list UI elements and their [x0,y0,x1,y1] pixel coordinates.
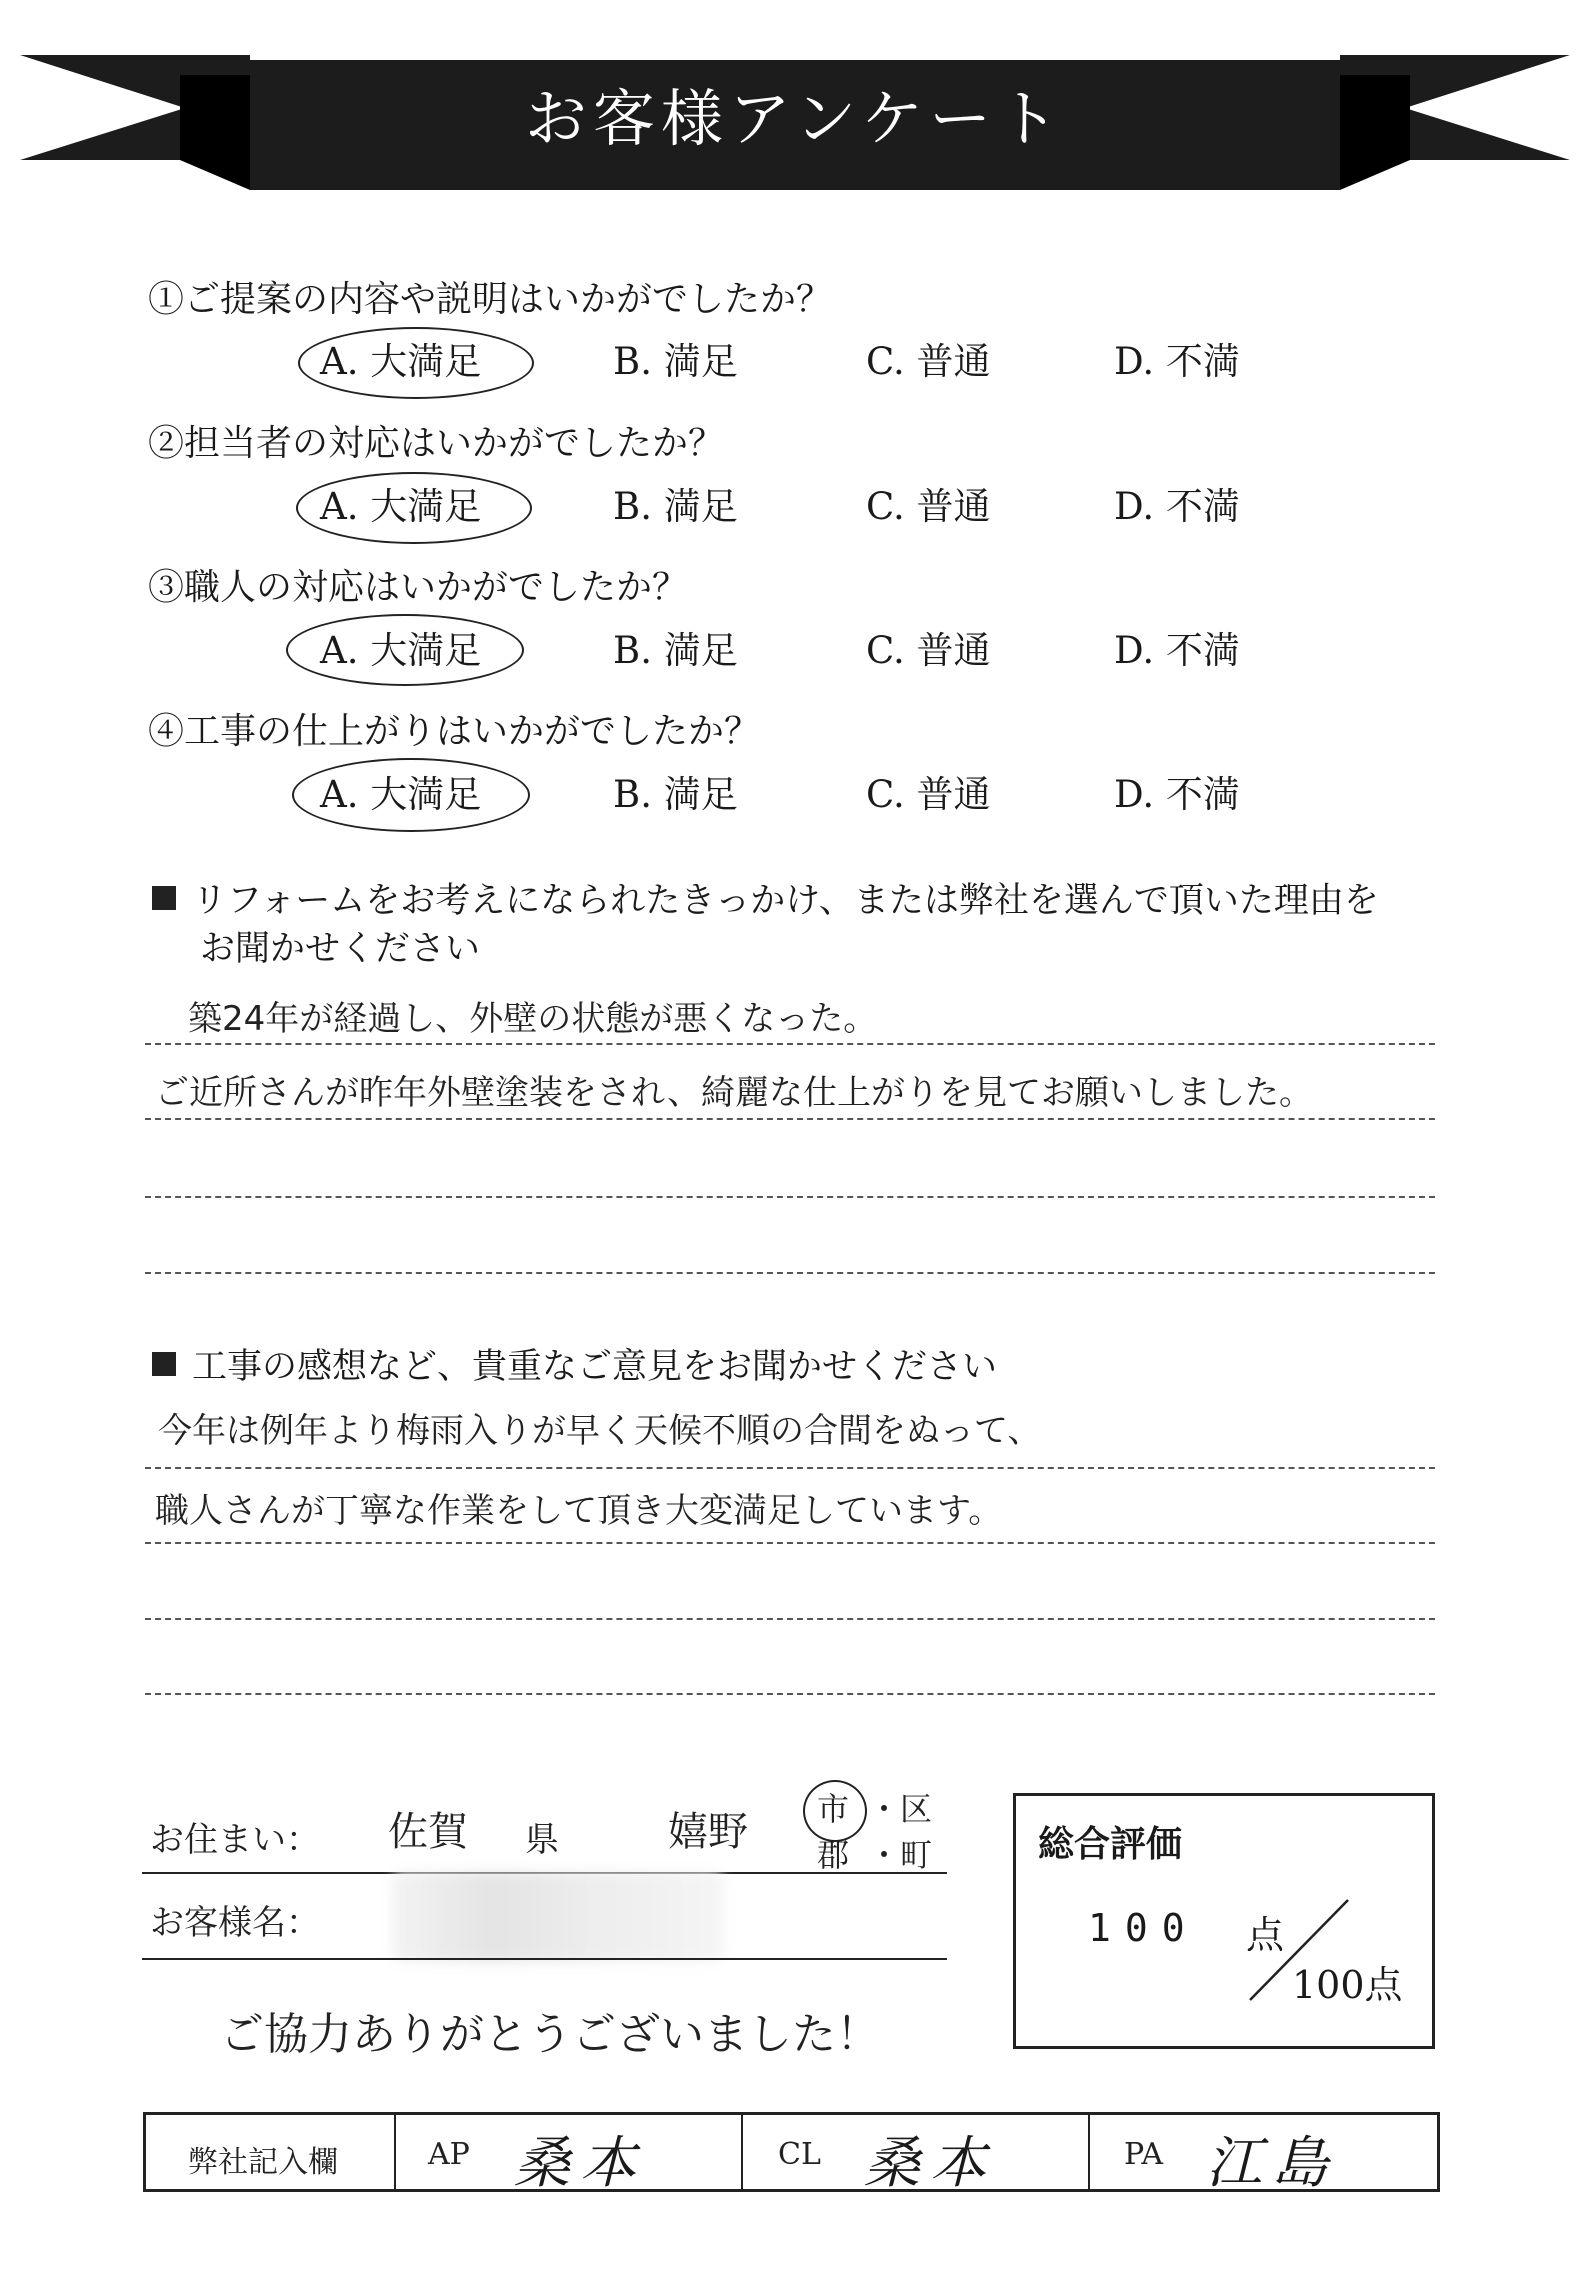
question-3: ③職人の対応はいかがでしたか？ [148,567,689,608]
rating-max: 100点 [1292,1963,1403,2007]
q4-option-d[interactable]: D. 不満 [1114,773,1240,816]
overall-rating-box [1013,1793,1435,2049]
q3-option-c[interactable]: C. 普通 [866,629,991,672]
answer-line [145,1272,1435,1274]
answer-line [145,1118,1435,1120]
address-label: お住まい： [150,1820,320,1860]
opinion-heading: 工事の感想など、貴重なご意見をお聞かせください [152,1344,997,1391]
answer-line [145,1043,1435,1045]
reason-heading-line2: お聞かせください [200,929,481,969]
thanks-message: ご協力ありがとうございました！ [220,2009,880,2060]
rating-score: 100 [1088,1906,1199,1950]
answer-line [145,1693,1435,1695]
q2-option-b[interactable]: B. 満足 [613,485,738,528]
prefecture-suffix: 県 [525,1820,559,1860]
suffix-gun: 郡 [817,1836,850,1874]
customer-name-label: お客様名： [150,1903,320,1943]
table-divider [741,2115,743,2189]
reason-heading: リフォームをお考えになられたきっかけ、または弊社を選んで頂いた理由を [152,878,1379,925]
cl-signature: 桑本 [864,2131,996,2196]
q2-option-a[interactable]: A. 大満足 [320,485,482,528]
reason-answer-line-1: 築24年が経過し、外壁の状態が悪くなった。 [188,999,878,1039]
office-label: 弊社記入欄 [188,2145,338,2180]
city-value: 嬉野 [668,1809,748,1855]
reason-answer-line-2: ご近所さんが昨年外壁塗装をされ、綺麗な仕上がりを見てお願いしました。 [155,1073,1314,1113]
q3-option-d[interactable]: D. 不満 [1114,629,1240,672]
opinion-answer-line-1: 今年は例年より梅雨入りが早く天候不順の合間をぬって、 [158,1411,1042,1451]
question-4: ④工事の仕上がりはいかがでしたか？ [148,711,761,752]
q4-option-a[interactable]: A. 大満足 [320,773,482,816]
suffix-ku: ・区 [868,1790,933,1828]
ap-label: AP [428,2137,470,2172]
opinion-answer-line-2: 職人さんが丁寧な作業をして頂き大変満足しています。 [155,1491,1003,1531]
name-underline [142,1958,947,1960]
answer-line [145,1542,1435,1544]
q1-option-c[interactable]: C. 普通 [866,340,991,383]
table-divider [1088,2115,1090,2189]
blurred-name [392,1872,724,1962]
rating-label: 総合評価 [1038,1824,1183,1865]
answer-line [145,1467,1435,1469]
q4-option-b[interactable]: B. 満足 [613,773,738,816]
pa-label: PA [1124,2137,1164,2172]
q4-option-c[interactable]: C. 普通 [866,773,991,816]
table-divider [394,2115,396,2189]
answer-line [145,1196,1435,1198]
q1-option-d[interactable]: D. 不満 [1114,340,1240,383]
page-title: お客様アンケート [524,82,1066,155]
cl-label: CL [778,2137,821,2172]
q1-option-a[interactable]: A. 大満足 [320,340,482,383]
question-2: ②担当者の対応はいかがでしたか？ [148,423,725,464]
answer-line [145,1618,1435,1620]
q2-option-c[interactable]: C. 普通 [866,485,991,528]
suffix-shi: 市 [817,1790,850,1828]
square-bullet-icon [152,1352,176,1376]
q2-option-d[interactable]: D. 不満 [1114,485,1240,528]
ap-signature: 桑本 [514,2131,646,2196]
question-1: ①ご提案の内容や説明はいかがでしたか？ [148,279,833,320]
prefecture-value: 佐賀 [388,1809,468,1855]
q3-option-a[interactable]: A. 大満足 [320,629,482,672]
q1-option-b[interactable]: B. 満足 [613,340,738,383]
q3-option-b[interactable]: B. 満足 [613,629,738,672]
suffix-machi: ・町 [868,1836,933,1874]
office-use-table [143,2112,1440,2196]
rating-unit: 点 [1246,1913,1285,1957]
square-bullet-icon [152,886,176,910]
pa-signature: 江島 [1206,2131,1338,2196]
